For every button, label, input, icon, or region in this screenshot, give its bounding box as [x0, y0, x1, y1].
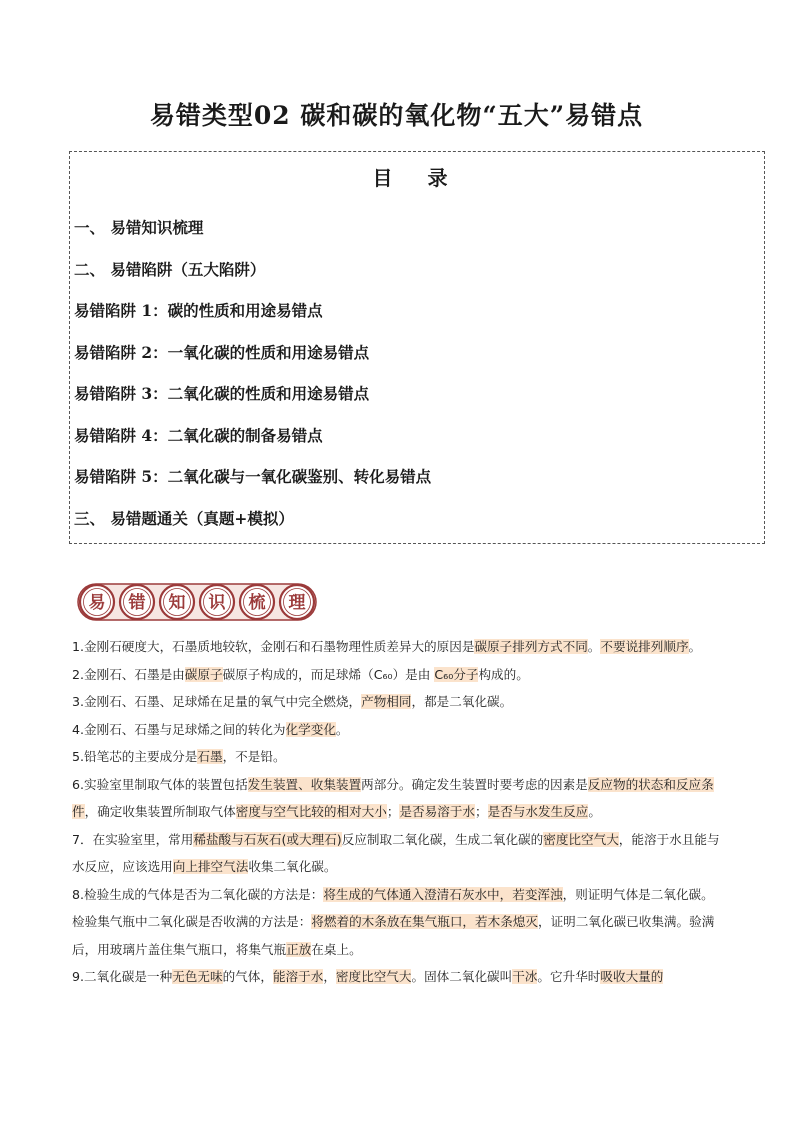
knowledge-point — [72, 826, 724, 881]
badge-char-0 — [80, 585, 114, 619]
highlighted-text: 发生装置、收集装置 — [247, 776, 362, 792]
highlighted-text: 向上排空气法 — [172, 859, 249, 874]
text-run: 3.金刚石、石墨、足球烯在足量的氧气中完全燃烧， — [72, 694, 362, 709]
highlighted-text: 碳原子排列方式不同 — [474, 639, 588, 654]
badge-char-4 — [240, 585, 274, 619]
text-run: 2.金刚石、石墨是由 — [72, 666, 185, 682]
text-run: 的气体， — [222, 969, 273, 984]
badge-char-1 — [120, 585, 154, 619]
text-run: 反应制取二氧化碳，生成二氧化碳的 — [341, 831, 544, 847]
text-run: 7．在实验室里，常用 — [72, 831, 194, 847]
highlighted-text: 是否易溶于水 — [399, 804, 475, 819]
text-run: 。它升华时 — [537, 969, 601, 984]
text-run: 6.实验室里制取气体的装置包括 — [72, 776, 248, 792]
highlighted-text: 化学变化 — [285, 721, 336, 737]
highlighted-text: 将生成的气体通入澄清石灰水中，若变浑浊 — [323, 886, 563, 902]
text-run: 。固体二氧化碳叫 — [411, 969, 513, 984]
knowledge-point — [72, 771, 724, 826]
text-run: 。 — [335, 721, 349, 737]
highlighted-text: 产物相同 — [361, 694, 412, 709]
badge-char-3 — [200, 585, 234, 619]
badge-char-text: 易 — [88, 593, 106, 613]
text-run: 1.金刚石硬度大，石墨质地较软，金刚石和石墨物理性质差异大的原因是 — [72, 639, 475, 654]
highlighted-text: 是否与水发生反应 — [487, 804, 589, 819]
text-run: 5.铅笔芯的主要成分是 — [72, 749, 198, 764]
section-badge — [76, 580, 318, 624]
highlighted-text: 将燃着的木条放在集气瓶口，若木条熄灭 — [311, 914, 538, 929]
text-run: 。 — [588, 804, 601, 819]
toc-item-practice[interactable]: 三、 易错题通关（真题+模拟） — [74, 509, 294, 528]
text-run: 在桌上。 — [311, 941, 362, 957]
knowledge-point — [72, 716, 724, 744]
text-run: ，能溶于水且能与水反应，应该选用 — [72, 831, 720, 874]
table-of-contents — [69, 151, 765, 544]
toc-item-knowledge[interactable]: 一、 易错知识梳理 — [74, 218, 204, 237]
text-run: 。 — [587, 639, 601, 654]
text-run: ； — [386, 804, 400, 819]
knowledge-point — [72, 743, 724, 771]
text-run: 8.检验生成的气体是否为二氧化碳的方法是： — [72, 886, 324, 902]
highlighted-text: 石墨 — [197, 749, 223, 764]
highlighted-text: 吸收大量的 — [600, 969, 664, 984]
highlighted-text: 密度比空气大 — [335, 969, 412, 984]
toc-item-trap-4[interactable]: 易错陷阱 4：二氧化碳的制备易错点 — [74, 426, 323, 445]
toc-item-traps[interactable]: 二、 易错陷阱（五大陷阱） — [74, 260, 266, 279]
toc-heading: 目 录 — [372, 166, 462, 190]
text-run: ，证明二氧化碳已收集满。验满后，用玻璃片盖住集气瓶口，将集气瓶 — [72, 914, 715, 957]
text-run: 。 — [688, 639, 702, 654]
toc-item-trap-5[interactable]: 易错陷阱 5：二氧化碳与一氧化碳鉴别、转化易错点 — [74, 467, 432, 486]
highlighted-text: 反应物的状态和反应条件 — [72, 776, 714, 819]
knowledge-point — [72, 633, 724, 661]
badge-char-5 — [280, 585, 314, 619]
text-run: ，不是铅。 — [222, 749, 286, 764]
text-run: ，确定收集装置所制取气体 — [84, 804, 236, 819]
badge-char-text: 识 — [208, 593, 226, 613]
knowledge-content — [72, 633, 724, 991]
toc-item-trap-1[interactable]: 易错陷阱 1：碳的性质和用途易错点 — [74, 301, 323, 320]
knowledge-point — [72, 963, 724, 991]
badge-char-text: 知 — [168, 593, 186, 613]
text-run: ，则证明气体是二氧化碳。检验集气瓶中二氧化碳是否收满的方法是： — [72, 886, 714, 929]
text-run: ， — [323, 969, 336, 984]
knowledge-point — [72, 688, 724, 716]
knowledge-point — [72, 881, 724, 964]
badge-char-2 — [160, 585, 194, 619]
highlighted-text: 密度与空气比较的相对大小 — [235, 804, 387, 819]
badge-char-text: 理 — [288, 593, 306, 613]
text-run: 9.二氧化碳是一种 — [72, 969, 173, 984]
highlighted-text: C₆₀分子 — [434, 666, 479, 682]
badge-char-text: 梳 — [248, 593, 266, 613]
highlighted-text: 干冰 — [512, 969, 538, 984]
page-title: 易错类型02 碳和碳的氧化物“五大”易错点 — [149, 101, 644, 130]
highlighted-text: 碳原子 — [184, 666, 223, 682]
text-run: 碳原子构成的，而足球烯（C₆₀）是由 — [222, 666, 435, 682]
highlighted-text: 能溶于水 — [272, 969, 324, 984]
text-run: 4.金刚石、石墨与足球烯之间的转化为 — [72, 721, 286, 737]
highlighted-text: 稀盐酸与石灰石(或大理石) — [193, 831, 342, 847]
text-run: 两部分。确定发生装置时要考虑的因素是 — [361, 776, 588, 792]
text-run: 收集二氧化碳。 — [248, 859, 337, 874]
badge-char-text: 错 — [128, 593, 146, 613]
toc-item-trap-2[interactable]: 易错陷阱 2：一氧化碳的性质和用途易错点 — [74, 343, 370, 362]
highlighted-text: 正放 — [286, 941, 312, 957]
text-run: ，都是二氧化碳。 — [411, 694, 513, 709]
knowledge-point — [72, 661, 724, 689]
highlighted-text: 无色无味 — [172, 969, 223, 984]
text-run: 构成的。 — [478, 666, 529, 682]
highlighted-text: 不要说排列顺序 — [600, 639, 689, 654]
text-run: ； — [475, 804, 488, 819]
highlighted-text: 密度比空气大 — [543, 831, 619, 847]
toc-item-trap-3[interactable]: 易错陷阱 3：二氧化碳的性质和用途易错点 — [74, 384, 370, 403]
